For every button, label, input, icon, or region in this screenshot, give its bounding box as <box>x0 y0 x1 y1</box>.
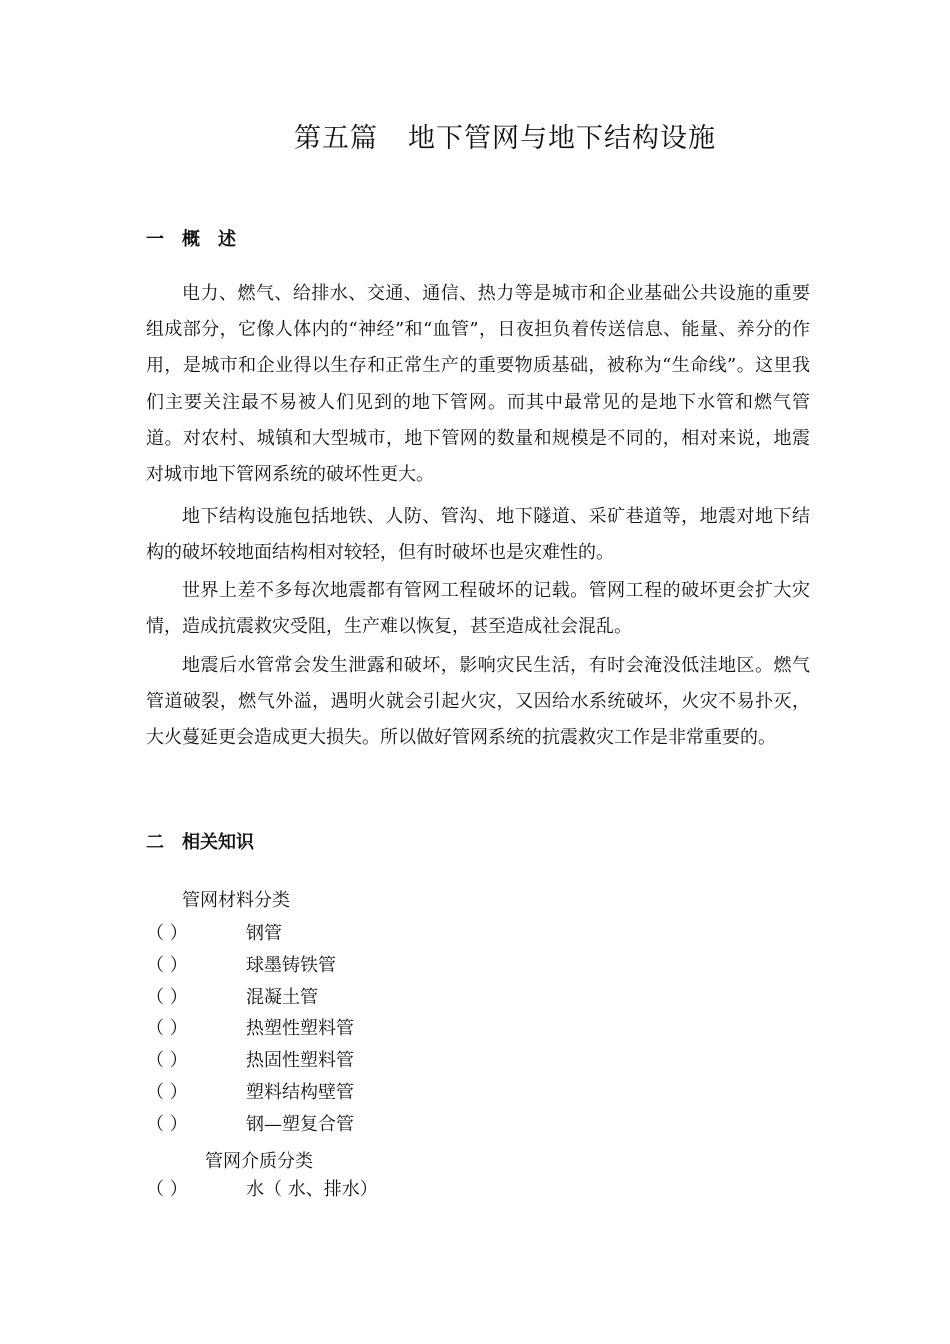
section-1-title: 概述 <box>182 229 254 250</box>
list-marker: （ ） <box>146 923 188 944</box>
list-item <box>146 982 354 1014</box>
list-marker: （ ） <box>146 1050 188 1072</box>
section-2-heading <box>146 828 254 854</box>
paragraph-3: 世界上差不多每次地震都有管网工程破坏的记载。管网工程的破坏更会扩大灾情，造成抗震救灾受阻，生产难以恢复，甚至造成社会混乱。 <box>146 580 810 638</box>
paragraph-2: 地下结构设施包括地铁、人防、管沟、地下隧道、采矿巷道等，地震对地下结构的破坏较地面结构相对较轻，但有时破坏也是灾难性的。 <box>146 506 810 564</box>
section-2-number: 二 <box>146 832 164 853</box>
list-marker: （ ） <box>146 1018 188 1040</box>
list-item <box>146 1109 354 1141</box>
paragraph-1: 电力、燃气、给排水、交通、通信、热力等是城市和企业基础公共设施的重要组成部分，它像人体内的“神经”和“血管”，日夜担负着传送信息、能量、养分的作用，是城市和企业得以生存和正常生产的重要物质基础，被称为“生命线”。这里我们主要关注最不易被人们见到的地下管网。而其中最常见的是地下水管和燃气管道。对农村、城镇和大型城市，地下管网的数量和规模是不同的，相对来说，地震对城市地下管网系统的破坏性更大。 <box>146 283 810 486</box>
list-item <box>146 1174 378 1206</box>
list-item <box>146 1045 354 1077</box>
list-item-label: 钢管 <box>246 923 282 944</box>
list-item-label: 钢—塑复合管 <box>246 1113 354 1135</box>
material-heading: 管网材料分类 <box>182 890 290 911</box>
list-item-label: 热塑性塑料管 <box>246 1018 354 1040</box>
material-list <box>146 918 354 1141</box>
list-item <box>146 918 354 950</box>
list-item <box>146 1077 354 1109</box>
list-item-label: 混凝土管 <box>246 986 318 1008</box>
list-marker: （ ） <box>146 1179 188 1200</box>
list-item-label: 球墨铸铁管 <box>246 954 336 976</box>
title-part-1: 第五篇 <box>294 123 378 154</box>
list-item <box>146 1013 354 1045</box>
page-title <box>0 116 950 155</box>
list-marker: （ ） <box>146 1081 188 1103</box>
section-1-heading <box>146 225 254 251</box>
list-marker: （ ） <box>146 954 188 976</box>
section-2-title: 相关知识 <box>182 832 254 853</box>
list-item <box>146 950 354 982</box>
list-marker: （ ） <box>146 1113 188 1135</box>
list-item-label: 热固性塑料管 <box>246 1050 354 1072</box>
list-item-label: 水（ 水、排水） <box>246 1179 378 1200</box>
paragraph-4: 地震后水管常会发生泄露和破坏，影响灾民生活，有时会淹没低洼地区。燃气管道破裂，燃气外溢，遇明火就会引起火灾，又因给水系统破坏，火灾不易扑灭，大火蔓延更会造成更大损失。所以做好管网系统的抗震救灾工作是非常重要的。 <box>146 655 810 749</box>
list-item-label: 塑料结构壁管 <box>246 1081 354 1103</box>
medium-list <box>146 1174 378 1206</box>
medium-heading: 管网介质分类 <box>205 1151 313 1172</box>
title-part-2: 地下管网与地下结构设施 <box>408 123 716 154</box>
section-1-number: 一 <box>146 229 164 250</box>
list-marker: （ ） <box>146 986 188 1008</box>
